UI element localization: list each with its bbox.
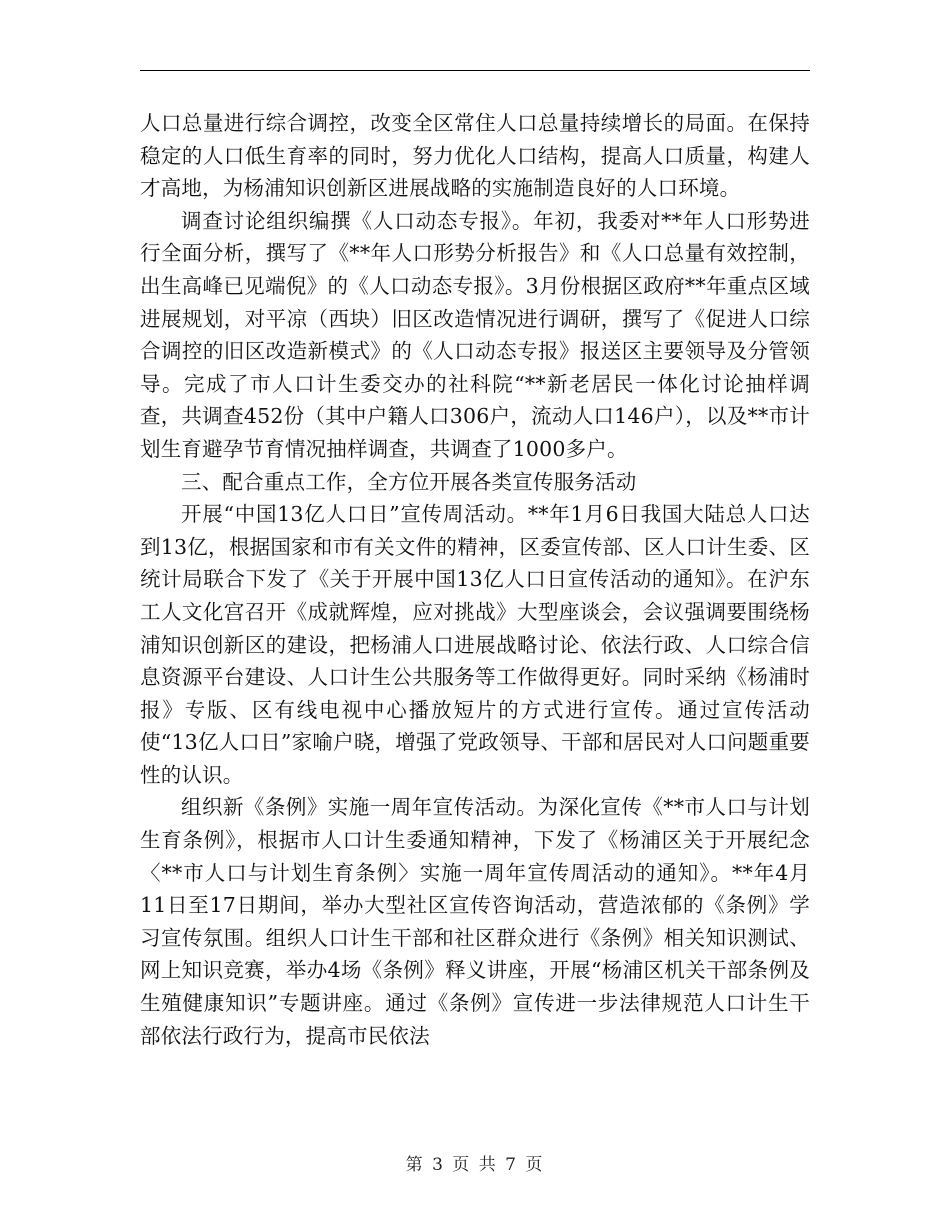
page-footer: 第 3 页 共 7 页	[405, 1155, 545, 1175]
paragraph-2: 调查讨论组织编撰《人口动态专报》。年初，我委对**年人口形势进行全面分析，撰写了《**年人口形势分析报告》和《人口总量有效控制，出生高峰已见端倪》的《人口动态专报》。3月份根据区政府**年重点区域进展规划，对平凉（西块）旧区改造情况进行调研，撰写了《促进人口综合调控的旧区改造新模式》的《人口动态专报》报送区主要领导及分管领导。完成了市人口计生委交办的社科院“**新老居民一体化讨论抽样调查，共调查452份（其中户籍人口306户，流动人口146户），以及**市计划生育避孕节育情况抽样调查，共调查了1000多户。	[140, 208, 810, 461]
section-heading: 三、配合重点工作，全方位开展各类宣传服务活动	[181, 469, 637, 494]
paragraph-1: 人口总量进行综合调控，改变全区常住人口总量持续增长的局面。在保持稳定的人口低生育率的同时，努力优化人口结构，提高人口质量，构建人才高地，为杨浦知识创新区进展战略的实施制造良好的人口环境。	[140, 111, 810, 201]
document-body	[140, 107, 810, 1052]
paragraph-3: 开展“中国13亿人口日”宣传周活动。**年1月6日我国大陆总人口达到13亿，根据国家和市有关文件的精神，区委宣传部、区人口计生委、区统计局联合下发了《关于开展中国13亿人口日宣传活动的通知》。在沪东工人文化宫召开《成就辉煌，应对挑战》大型座谈会，会议强调要围绕杨浦知识创新区的建设，把杨浦人口进展战略讨论、依法行政、人口综合信息资源平台建设、人口计生公共服务等工作做得更好。同时采纳《杨浦时报》专版、区有线电视中心播放短片的方式进行宣传。通过宣传活动使“13亿人口日”家喻户晓，增强了党政领导、干部和居民对人口问题重要性的认识。	[140, 502, 810, 787]
paragraph-4: 组织新《条例》实施一周年宣传活动。为深化宣传《**市人口与计划生育条例》，根据市人口计生委通知精神，下发了《杨浦区关于开展纪念〈**市人口与计划生育条例〉实施一周年宣传周活动的通知》。**年4月11日至17日期间，举办大型社区宣传咨询活动，营造浓郁的《条例》学习宣传氛围。组织人口计生干部和社区群众进行《条例》相关知识测试、网上知识竞赛，举办4场《条例》释义讲座，开展“杨浦区机关干部条例及生殖健康知识”专题讲座。通过《条例》宣传进一步法律规范人口计生干部依法行政行为，提高市民依法	[140, 795, 810, 1048]
header-rule	[140, 70, 810, 71]
